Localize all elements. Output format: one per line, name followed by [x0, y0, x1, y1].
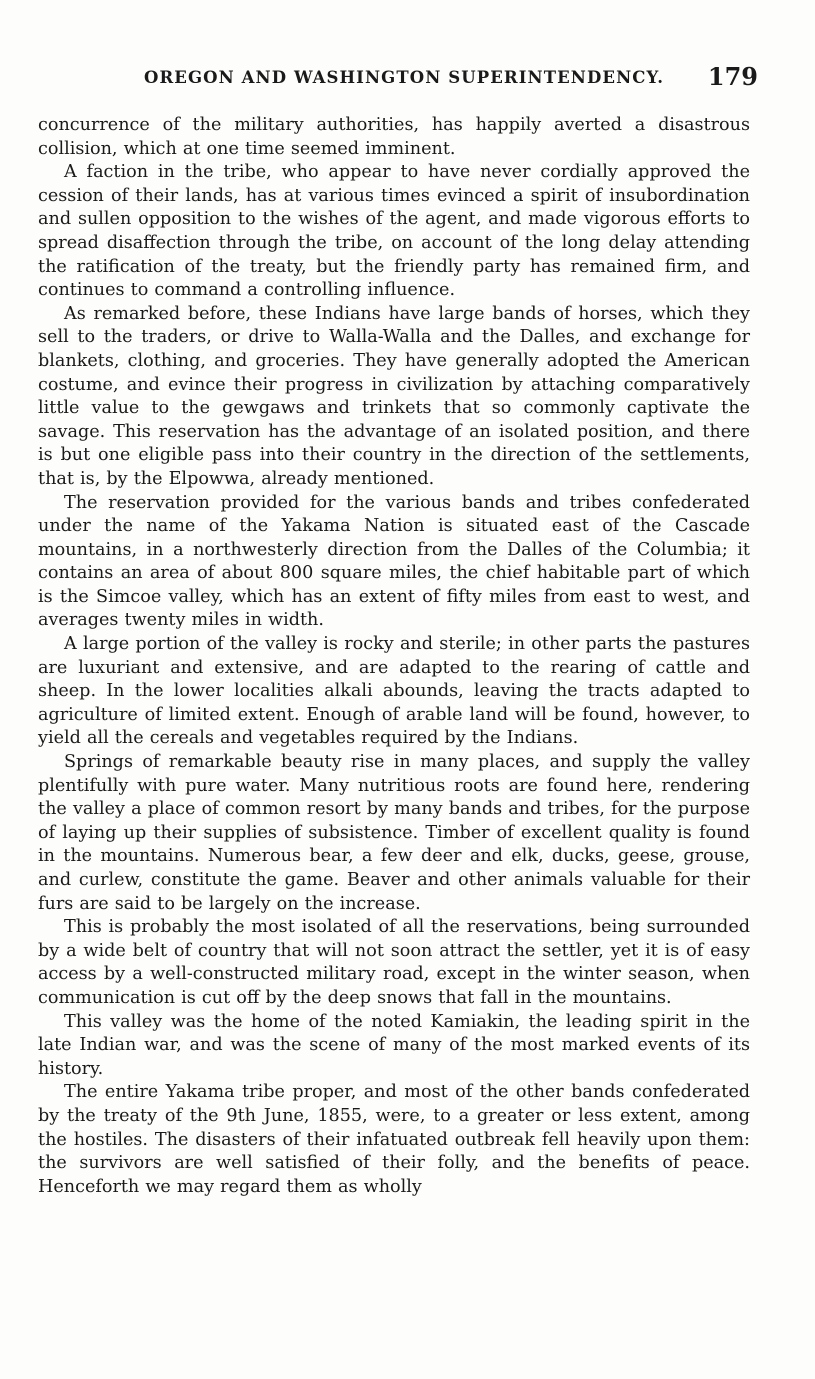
body-text: [38, 114, 750, 1199]
running-head: OREGON AND WASHINGTON SUPERINTENDENCY.: [144, 68, 665, 87]
paragraph: The entire Yakama tribe proper, and most of the other bands confederated by the treaty of the 9th June, 1855, were, to a greater or less extent, among the hostiles. The disasters of their infatuated outbreak fell heavily upon them: the survivors are well satisfied of their folly, and the benefits of peace. Henceforth we may regard them as wholly: [38, 1082, 750, 1197]
paragraph: Springs of remarkable beauty rise in many places, and supply the valley plentifully with pure water. Many nutritious roots are found here, rendering the valley a place of common resort by many bands and tribes, for the purpose of laying up their supplies of subsistence. Timber of excellent quality is found in the mountains. Numerous bear, a few deer and elk, ducks, geese, grouse, and curlew, constitute the game. Beaver and other animals valuable for their furs are said to be largely on the increase.: [38, 752, 750, 914]
paragraph: This valley was the home of the noted Kamiakin, the leading spirit in the late Indian war, and was the scene of many of the most marked events of its history.: [38, 1011, 750, 1079]
paragraph: The reservation provided for the various bands and tribes confederated under the name of the Yakama Nation is situated east of the Cascade mountains, in a northwesterly direction from the Dalles of the Columbia; it contains an area of about 800 square miles, the chief habitable part of which is the Simcoe valley, which has an extent of fifty miles from east to west, and averages twenty miles in width.: [38, 492, 750, 631]
paragraph: concurrence of the military authorities, has happily averted a disastrous collision, which at one time seemed imminent.: [38, 115, 750, 159]
paragraph: As remarked before, these Indians have large bands of horses, which they sell to the traders, or drive to Walla-Walla and the Dalles, and exchange for blankets, clothing, and groceries. They have generally adopted the American costume, and evince their progress in civilization by attaching comparatively little value to the gewgaws and trinkets that so commonly captivate the savage. This reservation has the advantage of an isolated position, and there is but one eligible pass into their country in the direction of the settlements, that is, by the Elpowwa, already mentioned.: [38, 303, 750, 489]
paragraph: A faction in the tribe, who appear to have never cordially approved the cession of their lands, has at various times evinced a spirit of insubordination and sullen opposition to the wishes of the agent, and made vigorous efforts to spread disaffection through the tribe, on account of the long delay attending the ratification of the treaty, but the friendly party has remained firm, and continues to command a controlling influence.: [38, 162, 750, 301]
paragraph: A large portion of the valley is rocky and sterile; in other parts the pastures are luxuriant and extensive, and are adapted to the rearing of cattle and sheep. In the lower localities alkali abounds, leaving the tracts adapted to agriculture of limited extent. Enough of arable land will be found, however, to yield all the cereals and vegetables required by the Indians.: [38, 634, 750, 749]
page-number: 179: [707, 62, 758, 91]
paragraph: This is probably the most isolated of all the reservations, being surrounded by a wide belt of country that will not soon attract the settler, yet it is of easy access by a well-constructed military road, except in the winter season, when communication is cut off by the deep snows that fall in the mountains.: [38, 917, 750, 1008]
page-header: [38, 62, 758, 92]
